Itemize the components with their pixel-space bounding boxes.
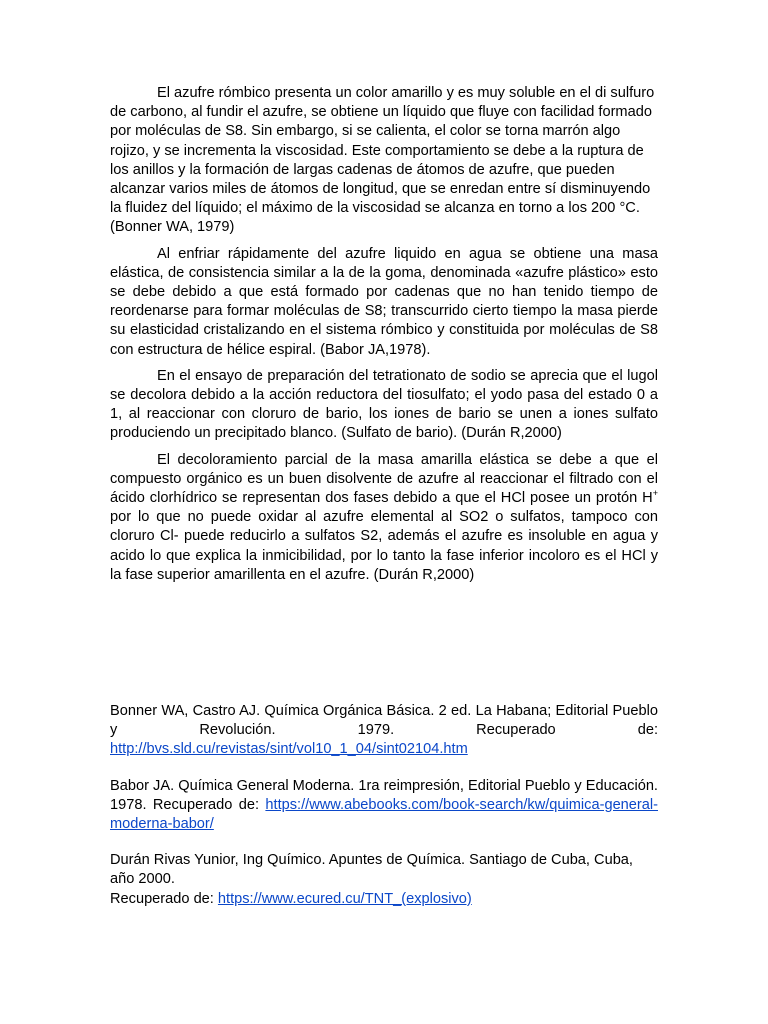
paragraph-tetrathionate: En el ensayo de preparación del tetrationato de sodio se aprecia que el lugol se decolora debido a la acción reductora del tiosulfato; el yodo pasa del estado 0 a 1, al reaccionar con cloruro de bario, los iones de bario se unen a iones sulfato produciendo un precipitado blanco. (Sulfato de bario). (Durán R,2000): [110, 367, 658, 442]
reference-retrieved-label: Recuperado de:: [110, 890, 218, 907]
reference-link[interactable]: https://www.abebooks.com/book-search/kw/quimica-general-moderna-babor/: [110, 796, 658, 833]
reference-link[interactable]: http://bvs.sld.cu/revistas/sint/vol10_1_04/sint02104.htm: [110, 741, 468, 758]
paragraph-rhombic-sulfur: El azufre rómbico presenta un color amarillo y es muy soluble en el di sulfuro de carbono, al fundir el azufre, se obtiene un líquido que fluye con facilidad formado por moléculas de S8. Sin embargo, si se calienta, el color se torna marrón algo rojizo, y se incrementa la viscosidad. Este comportamiento se debe a la ruptura de los anillos y la formación de largas cadenas de átomos de azufre, que pueden alcanzar varios miles de átomos de longitud, que se enredan entre sí disminuyendo la fluidez del líquido; el máximo de la viscosidad se alcanza en torno a los 200 °C. (Bonner WA, 1979): [110, 85, 655, 236]
paragraph-decoloration-part-a: El decoloramiento parcial de la masa amarilla elástica se debe a que el compuesto orgánico es un buen disolvente de azufre al reaccionar el filtrado con el ácido clorhídrico se representan dos fases debido a que el HCl posee un protón H: [110, 451, 658, 507]
reference-bonner: [110, 702, 658, 760]
reference-link[interactable]: https://www.ecured.cu/TNT_(explosivo): [217, 890, 472, 907]
paragraph-decoloration: [110, 451, 658, 585]
references-list: [110, 702, 658, 926]
reference-text: Durán Rivas Yunior, Ing Químico. Apuntes de Química. Santiago de Cuba, Cuba, año 2000.: [110, 852, 633, 888]
reference-babor: [110, 777, 658, 835]
reference-text: Bonner WA, Castro AJ. Química Orgánica Básica. 2 ed. La Habana; Editorial Pueblo y Revolución. 1979. Recuperado de:: [110, 703, 658, 739]
superscript-plus: +: [652, 488, 658, 499]
reference-text: Babor JA. Química General Moderna. 1ra reimpresión, Editorial Pueblo y Educación. 1978. Recuperado de:: [110, 777, 658, 813]
paragraph-decoloration-part-b: por lo que no puede oxidar al azufre elemental al SO2 o sulfatos, tampoco con cloruro Cl- puede reducirlo a sulfatos S2, además el azufre es insoluble en agua y acido lo que explica la inmicibilidad, por lo tanto la fase inferior incoloro es el HCl y la fase superior amarillenta en el azufre. (Durán R,2000): [110, 509, 658, 583]
paragraph-plastic-sulfur: Al enfriar rápidamente del azufre liquido en agua se obtiene una masa elástica, de consistencia similar a la de la goma, denominada «azufre plástico» esto se debe debido a que está formado por cadenas que no han tenido tiempo de reordenarse para formar moléculas de S8; transcurrido cierto tiempo la masa pierde su elasticidad cristalizando en el sistema rómbico y constituida por moléculas de S8 con estructura de hélice espiral. (Babor JA,1978).: [110, 245, 658, 358]
document-body: [110, 84, 658, 592]
reference-duran: [110, 851, 658, 909]
